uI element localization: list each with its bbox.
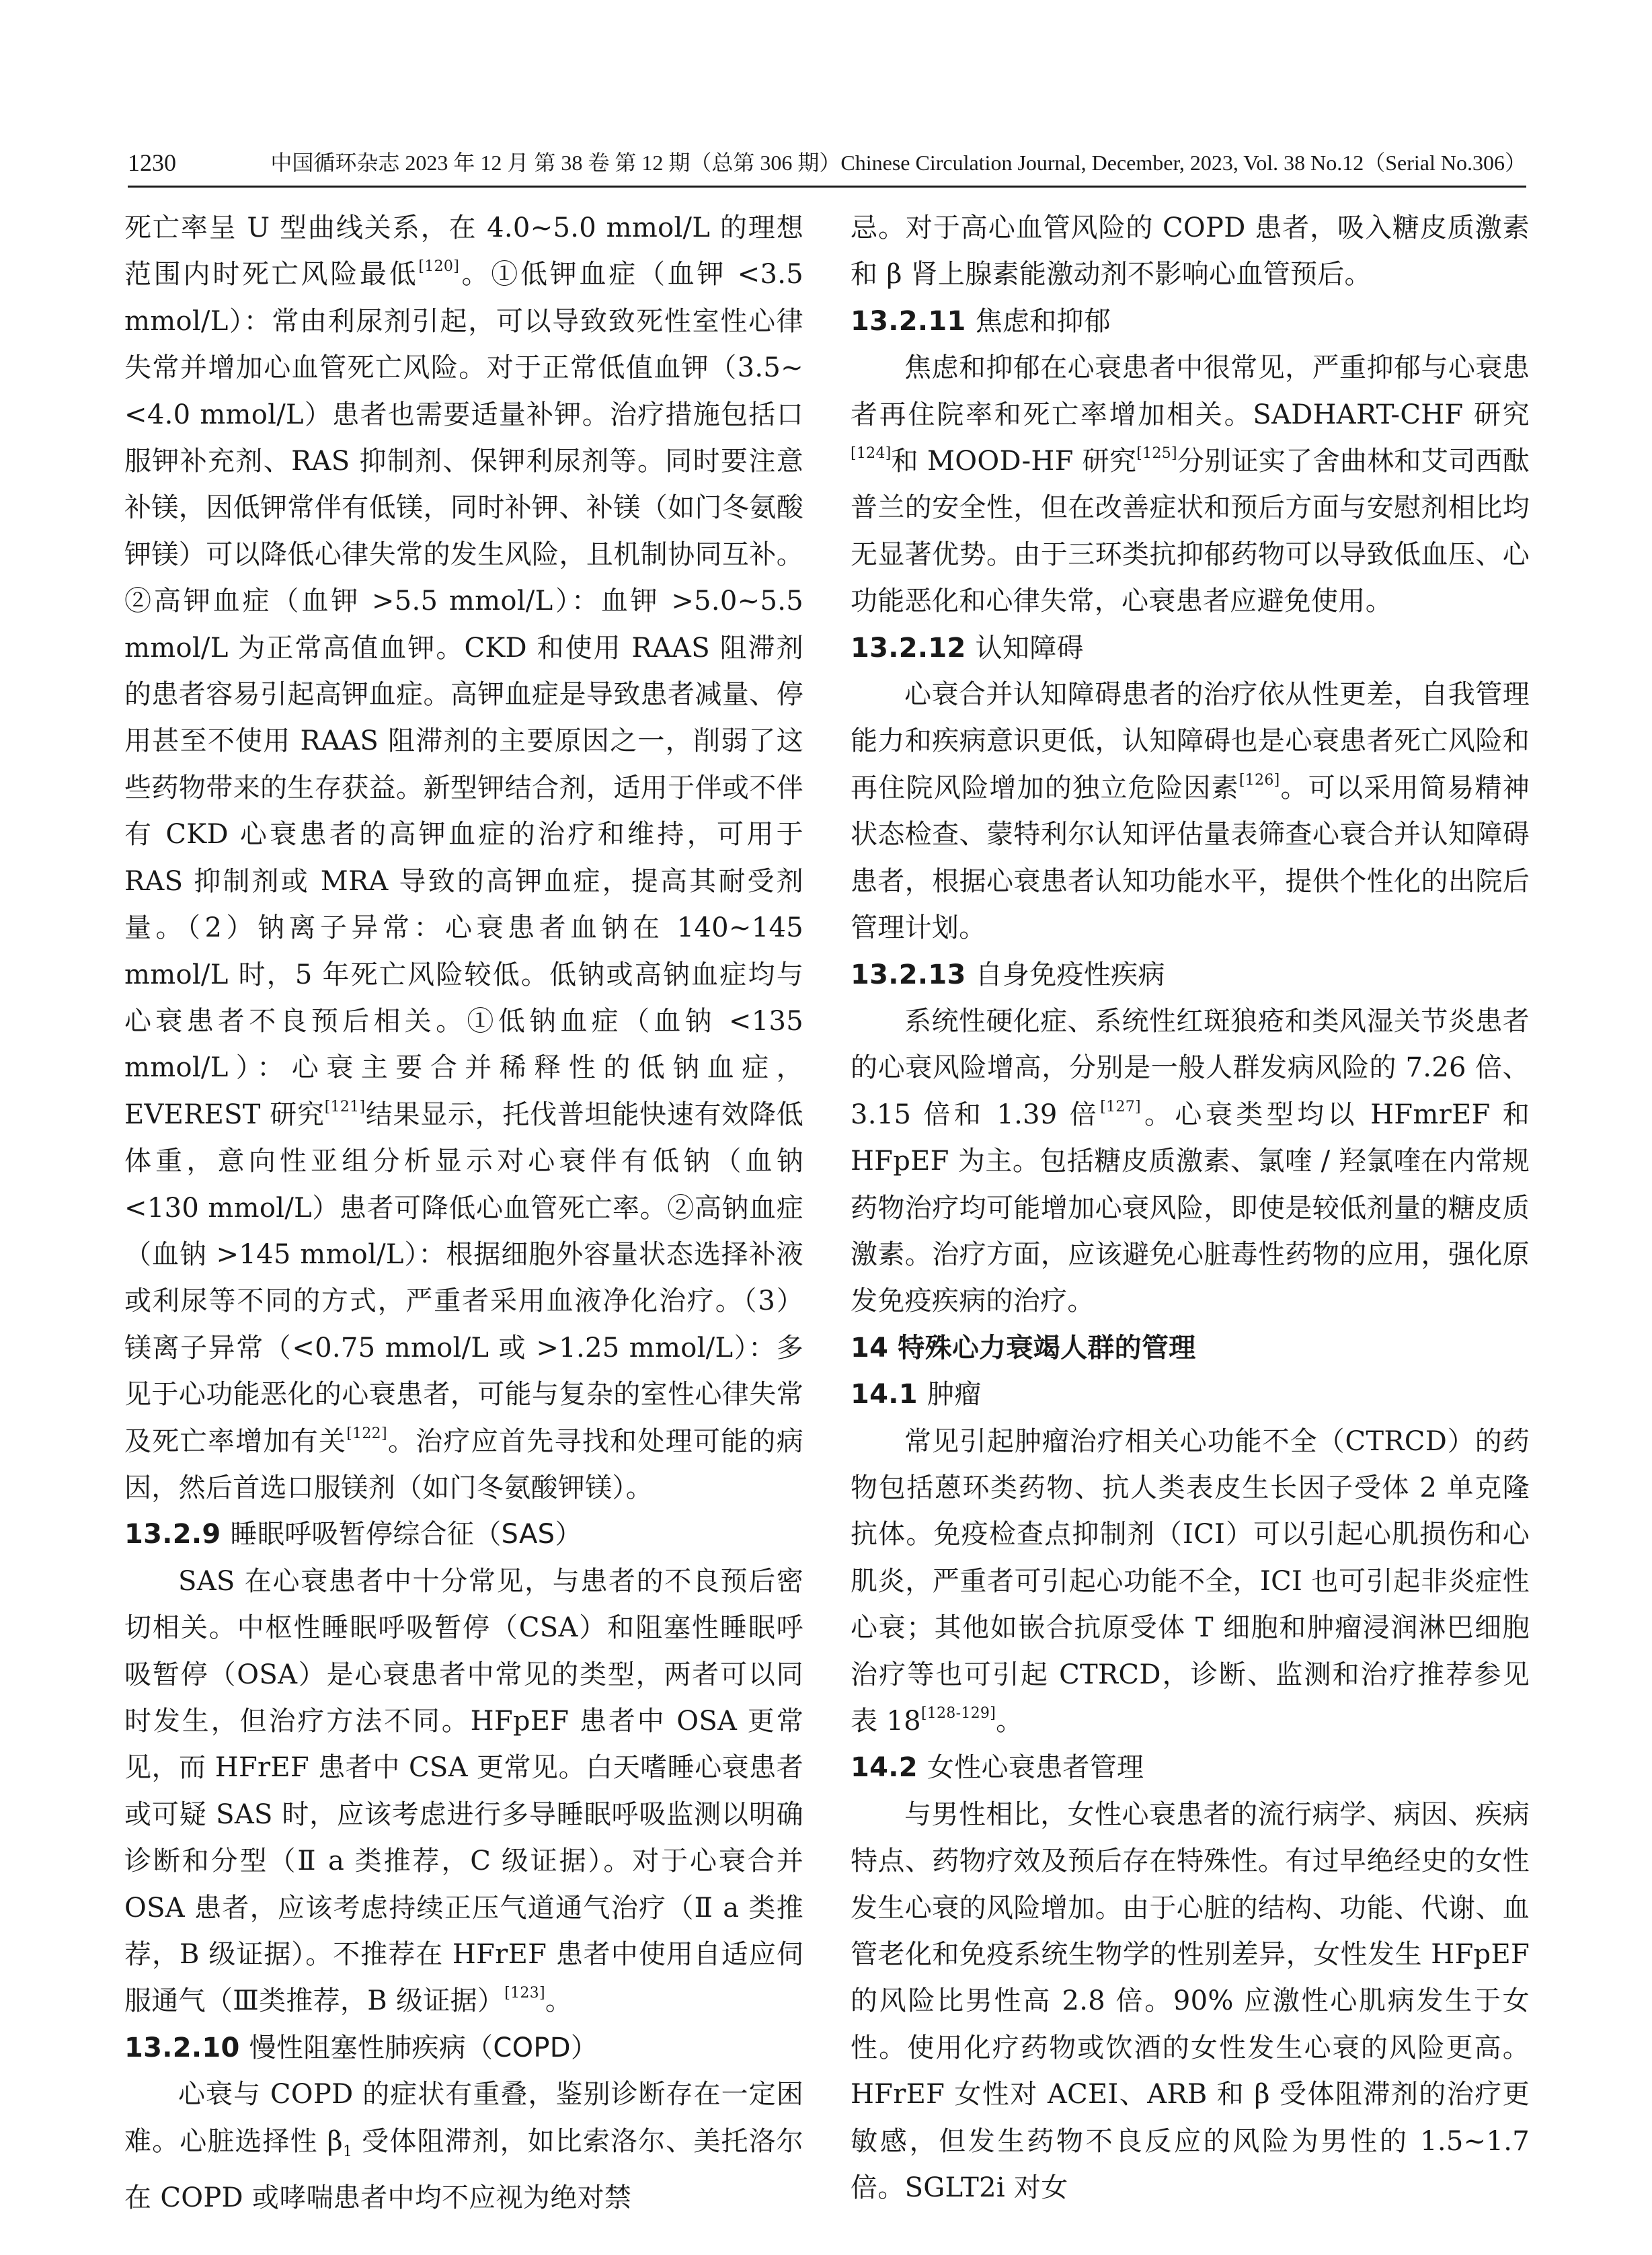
journal-running-title: 中国循环杂志 2023 年 12 月 第 38 卷 第 12 期（总第 306 期）Chinese Circulation Journal, December, 2023, Vol. 38 No.12（Serial No.306） <box>270 151 1526 175</box>
citation: [127] <box>1100 1098 1141 1115</box>
text-run: 系统性硬化症、系统性红斑狼疮和类风湿关节炎患者的心衰风险增高，分别是一般人群发病风险的 7.26 倍、3.15 倍和 1.39 倍 <box>851 1005 1530 1130</box>
section-title: 焦虑和抑郁 <box>975 305 1111 337</box>
paragraph-sas <box>124 1558 803 2025</box>
left-column <box>124 205 803 2221</box>
running-header <box>128 143 1526 183</box>
text-run: 心衰合并认知障碍患者的治疗依从性更差，自我管理能力和疾病意识更低，认知障碍也是心衰患者死亡风险和再住院风险增加的独立危险因素 <box>851 679 1530 803</box>
text-run: 和 MOOD-HF 研究 <box>891 446 1137 477</box>
paragraph-women: 与男性相比，女性心衰患者的流行病学、病因、疾病特点、药物疗效及预后存在特殊性。有过早绝经史的女性发生心衰的风险增加。由于心脏的结构、功能、代谢、血管老化和免疫系统生物学的性别差异，女性发生 HFpEF 的风险比男性高 2.8 倍。90% 应激性心肌病发生于女性。使用化疗药物或饮酒的女性发生心衰的风险更高。HFrEF 女性对 ACEI、ARB 和 β 受体阻滞剂的治疗更敏感，但发生药物不良反应的风险为男性的 1.5~1.7 倍。SGLT2i 对女 <box>851 1798 1530 2204</box>
section-title: 慢性阻塞性肺疾病（COPD） <box>249 2032 598 2063</box>
subscript: 1 <box>342 2143 353 2160</box>
text-run: 结果显示，托伐普坦能快速有效降低体重，意向性亚组分析显示对心衰伴有低钠（血钠 <130 mmol/L）患者可降低心血管死亡率。②高钠血症（血钠 >145 mmol/L）：根据细胞外容量状态选择补液或利尿等不同的方式，严重者采用血液净化治疗。（3）镁离子异常（<0.75 mmol/L 或 >1.25 mmol/L）：多见于心功能恶化的心衰患者，可能与复杂的室性心律失常及死亡率增加有关 <box>124 1099 803 1457</box>
section-number: 14.1 <box>851 1379 918 1411</box>
citation: [125] <box>1136 445 1177 463</box>
paragraph-electrolyte <box>124 205 803 1511</box>
section-title: 肿瘤 <box>927 1379 982 1411</box>
section-number: 13.2.12 <box>851 632 966 664</box>
paragraph-tumor <box>851 1419 1530 1745</box>
citation: [128-129] <box>920 1705 996 1722</box>
citation: [122] <box>346 1425 387 1442</box>
section-heading-autoimmune <box>851 952 1530 998</box>
section-number: 14 <box>851 1332 889 1363</box>
citation: [123] <box>504 1985 545 2002</box>
text-run: 受体阻滞剂，如比索洛尔、美托洛尔在 COPD 或哮喘患者中均不应视为绝对禁 <box>124 2125 803 2214</box>
section-heading-women <box>851 1745 1530 1791</box>
section-number: 13.2.9 <box>124 1519 221 1550</box>
text-run: SAS 在心衰患者中十分常见，与患者的不良预后密切相关。中枢性睡眠呼吸暂停（CSA）和阻塞性睡眠呼吸暂停（OSA）是心衰患者中常见的类型，两者可以同时发生，但治疗方法不同。HFpEF 患者中 OSA 更常见，而 HFrEF 患者中 CSA 更常见。白天嗜睡心衰患者或可疑 SAS 时，应该考虑进行多导睡眠呼吸监测以明确诊断和分型（Ⅱ a 类推荐，C 级证据）。对于心衰合并 OSA 患者，应该考虑持续正压气道通气治疗（Ⅱ a 类推荐，B 级证据）。不推荐在 HFrEF 患者中使用自适应伺服通气（Ⅲ类推荐，B 级证据） <box>124 1565 803 2017</box>
section-number: 13.2.13 <box>851 959 966 990</box>
text-run: 焦虑和抑郁在心衰患者中很常见，严重抑郁与心衰患者再住院率和死亡率增加相关。SADHART-CHF 研究 <box>851 352 1530 430</box>
section-title: 自身免疫性疾病 <box>975 959 1165 990</box>
citation: [124] <box>851 445 892 463</box>
text-run: 。可以采用简易精神状态检查、蒙特利尔认知评估量表筛查心衰合并认知障碍患者，根据心衰患者认知功能水平，提供个性化的出院后管理计划。 <box>851 772 1530 944</box>
section-heading-sas <box>124 1511 803 1558</box>
text-run: 。 <box>545 1985 573 2017</box>
paragraph-anxiety <box>851 345 1530 625</box>
section-title: 女性心衰患者管理 <box>927 1752 1144 1784</box>
section-heading-14 <box>851 1325 1530 1372</box>
section-number: 14.2 <box>851 1752 918 1784</box>
citation: [126] <box>1238 771 1280 789</box>
text-run: 心衰与 COPD 的症状有重叠，鉴别诊断存在一定困难。心脏选择性 β <box>124 2079 803 2157</box>
text-run: 。治疗应首先寻找和处理可能的病因，然后首选口服镁剂（如门冬氨酸钾镁）。 <box>124 1425 803 1503</box>
citation: [121] <box>324 1098 366 1115</box>
text-run: 死亡率呈 U 型曲线关系，在 4.0~5.0 mmol/L 的理想范围内时死亡风险最低 <box>124 212 803 290</box>
paragraph-copd-continued: 忌。对于高心血管风险的 COPD 患者，吸入糖皮质激素和 β 肾上腺素能激动剂不影响心血管预后。 <box>851 212 1530 290</box>
text-run: 。①低钾血症（血钾 <3.5 mmol/L）：常由利尿剂引起，可以导致致死性室性心律失常并增加心血管死亡风险。对于正常低值血钾（3.5~<4.0 mmol/L）患者也需要适量补钾。治疗措施包括口服钾补充剂、RAS 抑制剂、保钾利尿剂等。同时要注意补镁，因低钾常伴有低镁，同时补钾、补镁（如门冬氨酸钾镁）可以降低心律失常的发生风险，且机制协同互补。②高钾血症（血钾 >5.5 mmol/L）：血钾 >5.0~5.5 mmol/L 为正常高值血钾。CKD 和使用 RAAS 阻滞剂的患者容易引起高钾血症。高钾血症是导致患者减量、停用甚至不使用 RAAS 阻滞剂的主要原因之一，削弱了这些药物带来的生存获益。新型钾结合剂，适用于伴或不伴有 CKD 心衰患者的高钾血症的治疗和维持，可用于 RAS 抑制剂或 MRA 导致的高钾血症，提高其耐受剂量。（2）钠离子异常：心衰患者血钠在 140~145 mmol/L 时，5 年死亡风险较低。低钠或高钠血症均与心衰患者不良预后相关。①低钠血症（血钠 <135 mmol/L）：心衰主要合并稀释性的低钠血症，EVEREST 研究 <box>124 259 803 1130</box>
section-title: 认知障碍 <box>975 632 1084 664</box>
header-rule <box>128 186 1526 188</box>
paragraph-autoimmune <box>851 998 1530 1325</box>
text-run: 。 <box>996 1706 1023 1737</box>
page-number: 1230 <box>128 149 176 176</box>
right-column <box>851 205 1530 2211</box>
citation: [120] <box>418 258 460 276</box>
text-run: 常见引起肿瘤治疗相关心功能不全（CTRCD）的药物包括蒽环类药物、抗人类表皮生长因子受体 2 单克隆抗体。免疫检查点抑制剂（ICI）可以引起心肌损伤和心肌炎，严重者可引起心功能不全，ICI 也可引起非炎症性心衰；其他如嵌合抗原受体 T 细胞和肿瘤浸润淋巴细胞治疗等也可引起 CTRCD，诊断、监测和治疗推荐参见表 18 <box>851 1425 1530 1737</box>
text-run: 。心衰类型均以 HFmrEF 和 HFpEF 为主。包括糖皮质激素、氯喹 / 羟氯喹在内常规药物治疗均可能增加心衰风险，即使是较低剂量的糖皮质激素。治疗方面，应该避免心脏毒性药物的应用，强化原发免疫疾病的治疗。 <box>851 1099 1530 1317</box>
section-heading-cognitive <box>851 625 1530 672</box>
section-heading-anxiety <box>851 299 1530 345</box>
text-run: 分别证实了舍曲林和艾司西酞普兰的安全性，但在改善症状和预后方面与安慰剂相比均无显著优势。由于三环类抗抑郁药物可以导致低血压、心功能恶化和心律失常，心衰患者应避免使用。 <box>851 446 1530 617</box>
section-heading-copd <box>124 2025 803 2071</box>
paragraph-cognitive <box>851 672 1530 951</box>
section-number: 13.2.11 <box>851 305 966 337</box>
section-heading-tumor <box>851 1372 1530 1418</box>
section-title: 特殊心力衰竭人群的管理 <box>898 1332 1196 1363</box>
paragraph-copd <box>124 2071 803 2221</box>
section-title: 睡眠呼吸暂停综合征（SAS） <box>230 1519 582 1550</box>
section-number: 13.2.10 <box>124 2032 240 2063</box>
